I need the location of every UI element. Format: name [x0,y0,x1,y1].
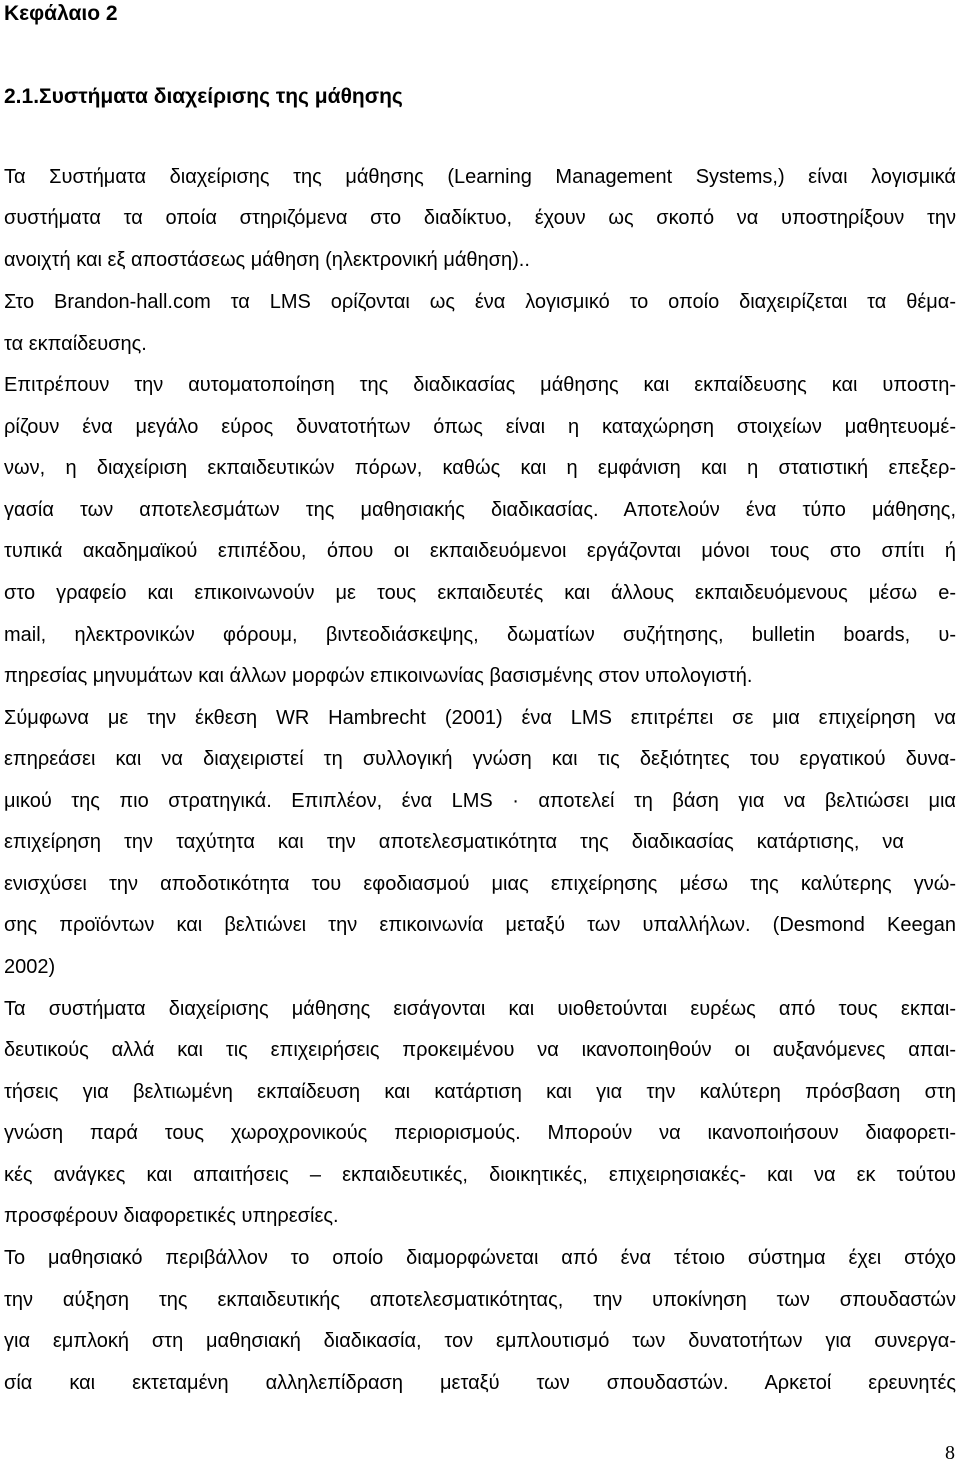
text-line: γνώση παρά τους χωροχρονικούς περιορισμούς. Μπορούν να ικανοποιήσουν διαφορετι- [4,1122,956,1144]
text-line: την αύξηση της εκπαιδευτικής αποτελεσματικότητας, την υποκίνηση των σπουδαστών [4,1289,956,1311]
text-line: τυπικά ακαδημαϊκού επιπέδου, όπου οι εκπαιδευόμενοι εργάζονται μόνοι τους στο σπίτι ή [4,540,956,562]
text-line: πηρεσίας μηνυμάτων και άλλων μορφών επικοινωνίας βασισμένης στον υπολογιστή. [4,665,753,687]
text-line: συστήματα τα οποία στηριζόμενα στο διαδίκτυο, έχουν ως σκοπό να υποστηρίξουν την [4,207,956,229]
text-line: 2002) [4,956,56,978]
text-line: τήσεις για βελτιωμένη εκπαίδευση και κατάρτιση και για την καλύτερη πρόσβαση στη [4,1081,956,1103]
chapter-heading: Κεφάλαιο 2 [4,2,118,25]
page-number: 8 [945,1442,955,1464]
text-line: Τα συστήματα διαχείρισης μάθησης εισάγονται και υιοθετούνται ευρέως από τους εκπαι- [4,998,956,1020]
text-line: κές ανάγκες και απαιτήσεις – εκπαιδευτικές, διοικητικές, επιχειρησιακές- και να εκ τούτου [4,1164,956,1186]
text-line: Επιτρέπουν την αυτοματοποίηση της διαδικασίας μάθησης και εκπαίδευσης και υποστη- [4,374,956,396]
text-line: νων, η διαχείριση εκπαιδευτικών πόρων, καθώς και η εμφάνιση και η στατιστική επεξερ- [4,457,956,479]
text-line: μικού της πιο στρατηγικά. Επιπλέον, ένα LMS · αποτελεί τη βάση για να βελτιώσει μια [4,790,956,812]
text-line: προσφέρουν διαφορετικές υπηρεσίες. [4,1205,339,1227]
text-line: Σύμφωνα με την έκθεση WR Hambrecht (2001) ένα LMS επιτρέπει σε μια επιχείρηση να [4,707,956,729]
text-line: ανοιχτή και εξ αποστάσεως μάθηση (ηλεκτρονική μάθηση).. [4,249,530,271]
text-line: επηρεάσει και να διαχειριστεί τη συλλογική γνώση και τις δεξιότητες του εργατικού δυνα- [4,748,956,770]
text-line: ρίζουν ένα μεγάλο εύρος δυνατοτήτων όπως είναι η καταχώρηση στοιχείων μαθητευομέ- [4,416,956,438]
text-line: δευτικούς αλλά και τις επιχειρήσεις προκειμένου να ικανοποιηθούν οι αυξανόμενες απαι- [4,1039,956,1061]
text-line: σία και εκτεταμένη αλληλεπίδραση μεταξύ των σπουδαστών. Αρκετοί ερευνητές [4,1372,956,1394]
text-line: Στο Brandon-hall.com τα LMS ορίζονται ως ένα λογισμικό το οποίο διαχειρίζεται τα θέμα- [4,291,956,313]
text-line: για εμπλοκή στη μαθησιακή διαδικασία, τον εμπλουτισμό των δυνατοτήτων για συνεργα- [4,1330,956,1352]
text-line: σης προϊόντων και βελτιώνει την επικοινωνία μεταξύ των υπαλλήλων. (Desmond Keegan [4,914,956,936]
text-line: τα εκπαίδευσης. [4,333,147,355]
text-line: ενισχύσει την αποδοτικότητα του εφοδιασμού μιας επιχείρησης μέσω της καλύτερης γνώ- [4,873,956,895]
text-line: στο γραφείο και επικοινωνούν με τους εκπαιδευτές και άλλους εκπαιδευόμενους μέσω e- [4,582,956,604]
text-line: γασία των αποτελεσμάτων της μαθησιακής διαδικασίας. Αποτελούν ένα τύπο μάθησης, [4,499,956,521]
text-line: mail, ηλεκτρονικών φόρουμ, βιντεοδιάσκεψης, δωματίων συζήτησης, bulletin boards, υ- [4,624,956,646]
text-line: επιχείρηση την ταχύτητα και την αποτελεσματικότητα της διαδικασίας κατάρτισης, να [4,831,904,853]
text-line: Τα Συστήματα διαχείρισης της μάθησης (Learning Management Systems,) είναι λογισμικά [4,166,956,188]
section-heading: 2.1.Συστήματα διαχείρισης της μάθησης [4,85,403,108]
text-line: Το μαθησιακό περιβάλλον το οποίο διαμορφώνεται από ένα τέτοιο σύστημα έχει στόχο [4,1247,956,1269]
